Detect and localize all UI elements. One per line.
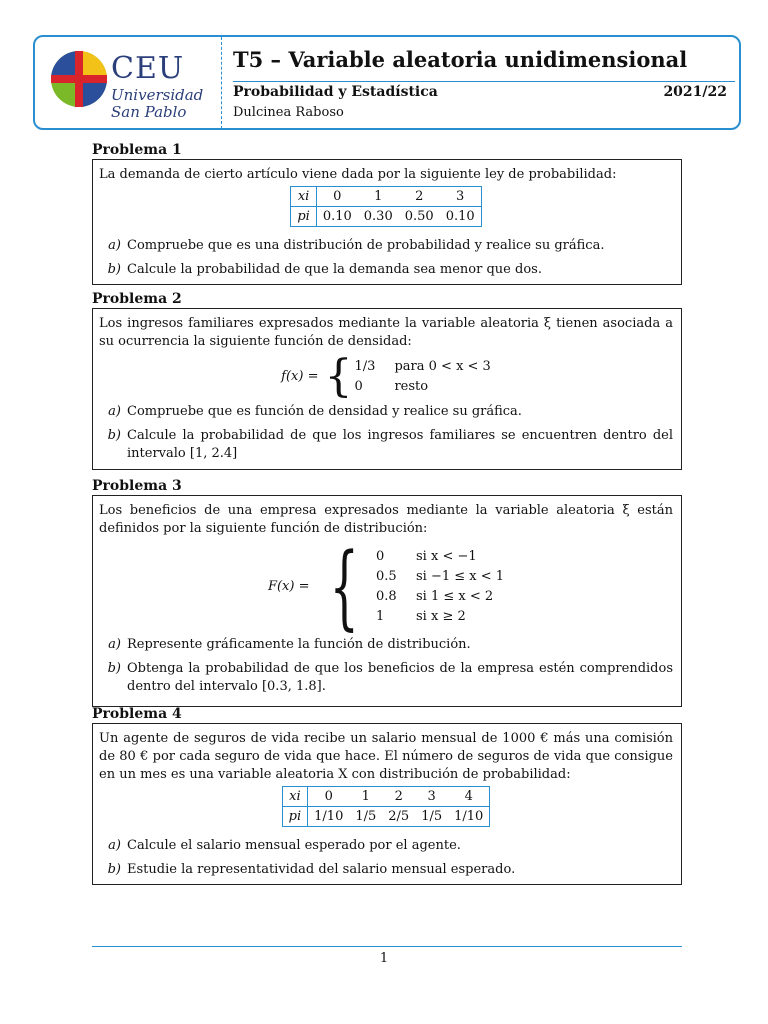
probability-table	[290, 186, 481, 227]
item-label: b)	[107, 428, 121, 443]
problem-item	[99, 261, 673, 279]
item-text: Compruebe que es una distribución de probabilidad y realice su gráfica.	[127, 238, 605, 253]
header-rule	[233, 81, 735, 82]
academic-year: 2021/22	[663, 84, 727, 100]
table-cell: 0	[316, 187, 357, 207]
table-cell: 1	[358, 187, 399, 207]
problem-3	[92, 478, 682, 707]
distribution-formula	[99, 533, 673, 640]
table-row-x	[291, 187, 481, 207]
table-cell: 0.10	[316, 207, 357, 227]
row-label-x: xi	[291, 187, 316, 207]
formula-lhs: F(x) =	[267, 579, 310, 594]
case-condition: si x < −1	[416, 549, 477, 564]
problem-1	[92, 142, 682, 285]
document-header	[33, 35, 741, 130]
problem-4	[92, 706, 682, 885]
formula-lhs: f(x) =	[281, 369, 319, 384]
table-cell: 1/10	[308, 807, 350, 827]
case-condition: si 1 ≤ x < 2	[416, 589, 494, 604]
problem-2	[92, 291, 682, 470]
row-label-p: pi	[282, 807, 307, 827]
problem-item	[99, 636, 673, 654]
table-cell: 0.50	[399, 207, 440, 227]
item-label: b)	[107, 661, 121, 676]
case-value: 0.8	[376, 589, 397, 604]
table-cell: 2/5	[382, 807, 415, 827]
table-cell: 1/10	[448, 807, 490, 827]
table-cell: 0.30	[358, 207, 399, 227]
item-label: a)	[108, 838, 121, 853]
problem-item	[99, 427, 673, 463]
problem-title: Problema 1	[92, 142, 182, 158]
table-cell: 1/5	[349, 807, 382, 827]
page-number: 1	[379, 951, 389, 966]
table-cell: 0.10	[440, 207, 481, 227]
problem-title: Problema 2	[92, 291, 182, 307]
item-text: Estudie la representatividad del salario mensual esperado.	[127, 862, 516, 877]
subject-name: Probabilidad y Estadística	[233, 84, 438, 100]
brace-icon: {	[324, 351, 353, 402]
table-cell: 0	[308, 787, 350, 807]
item-text: Obtenga la probabilidad de que los beneficios de la empresa estén comprendidos dentro del intervalo [0.3, 1.8].	[127, 661, 673, 694]
table-cell: 1	[349, 787, 382, 807]
formula-case	[376, 587, 504, 607]
case-condition: si x ≥ 2	[416, 609, 466, 624]
case-condition: si −1 ≤ x < 1	[416, 569, 505, 584]
item-text: Calcule la probabilidad de que la demanda sea menor que dos.	[127, 262, 542, 277]
table-row-p	[282, 807, 490, 827]
item-text: Calcule la probabilidad de que los ingresos familiares se encuentren dentro del intervalo [1, 2.4]	[127, 428, 673, 461]
problem-title: Problema 4	[92, 706, 182, 722]
logo-text: CEU	[111, 51, 185, 86]
ceu-logo-icon	[49, 49, 109, 109]
problem-box	[92, 159, 682, 285]
item-label: b)	[107, 862, 121, 877]
table-cell: 3	[415, 787, 448, 807]
formula-cases	[354, 357, 490, 397]
density-formula	[99, 351, 673, 402]
probability-table	[282, 786, 491, 827]
item-label: a)	[108, 637, 121, 652]
table-cell: 2	[399, 187, 440, 207]
case-value: 1	[376, 609, 385, 624]
table-cell: 4	[448, 787, 490, 807]
header-divider	[221, 37, 222, 129]
logo-subtitle	[111, 87, 203, 121]
case-condition: resto	[394, 379, 429, 394]
row-label-p: pi	[291, 207, 316, 227]
formula-case	[376, 547, 504, 567]
logo-line-2: San Pablo	[111, 103, 187, 121]
problem-statement: Los ingresos familiares expresados mediante la variable aleatoria ξ tienen asociada a su ocurrencia la siguiente función de densidad:	[99, 316, 673, 349]
case-value: 1/3	[354, 359, 376, 374]
document-title: T5 – Variable aleatoria unidimensional	[233, 47, 688, 72]
problem-item	[99, 403, 673, 421]
case-value: 0	[376, 549, 385, 564]
problem-box	[92, 723, 682, 885]
case-value: 0.5	[376, 569, 397, 584]
table-row-p	[291, 207, 481, 227]
formula-case	[376, 567, 504, 587]
footer-rule	[92, 946, 682, 947]
row-label-x: xi	[282, 787, 307, 807]
problem-box	[92, 308, 682, 470]
problem-item	[99, 237, 673, 255]
item-label: b)	[107, 262, 121, 277]
item-label: a)	[108, 238, 121, 253]
problem-statement: La demanda de cierto artículo viene dada por la siguiente ley de probabilidad:	[99, 167, 617, 182]
problem-item	[99, 660, 673, 696]
author-name: Dulcinea Raboso	[233, 105, 344, 120]
problem-item	[99, 861, 673, 879]
table-cell: 1/5	[415, 807, 448, 827]
table-row-x	[282, 787, 490, 807]
problem-statement: Un agente de seguros de vida recibe un salario mensual de 1000 € más una comisión de 80 € por cada seguro de vida que hace. El número de seguros de vida que consigue en un mes es una variable aleatoria X con distribución de probabilidad:	[99, 731, 673, 782]
case-condition: para 0 < x < 3	[394, 359, 491, 374]
problem-title: Problema 3	[92, 478, 182, 494]
logo-line-1: Universidad	[111, 86, 204, 104]
table-cell: 3	[440, 187, 481, 207]
item-text: Calcule el salario mensual esperado por el agente.	[127, 838, 461, 853]
table-cell: 2	[382, 787, 415, 807]
formula-case	[354, 377, 490, 397]
item-text: Represente gráficamente la función de distribución.	[127, 637, 471, 652]
formula-cases	[376, 547, 504, 627]
brace-icon: {	[330, 533, 360, 640]
item-text: Compruebe que es función de densidad y realice su gráfica.	[127, 404, 522, 419]
item-label: a)	[108, 404, 121, 419]
problem-statement: Los beneficios de una empresa expresados mediante la variable aleatoria ξ están definidos por la siguiente función de distribución:	[99, 503, 673, 536]
problem-item	[99, 837, 673, 855]
formula-case	[354, 357, 490, 377]
case-value: 0	[354, 379, 363, 394]
problem-box	[92, 495, 682, 707]
formula-case	[376, 607, 504, 627]
